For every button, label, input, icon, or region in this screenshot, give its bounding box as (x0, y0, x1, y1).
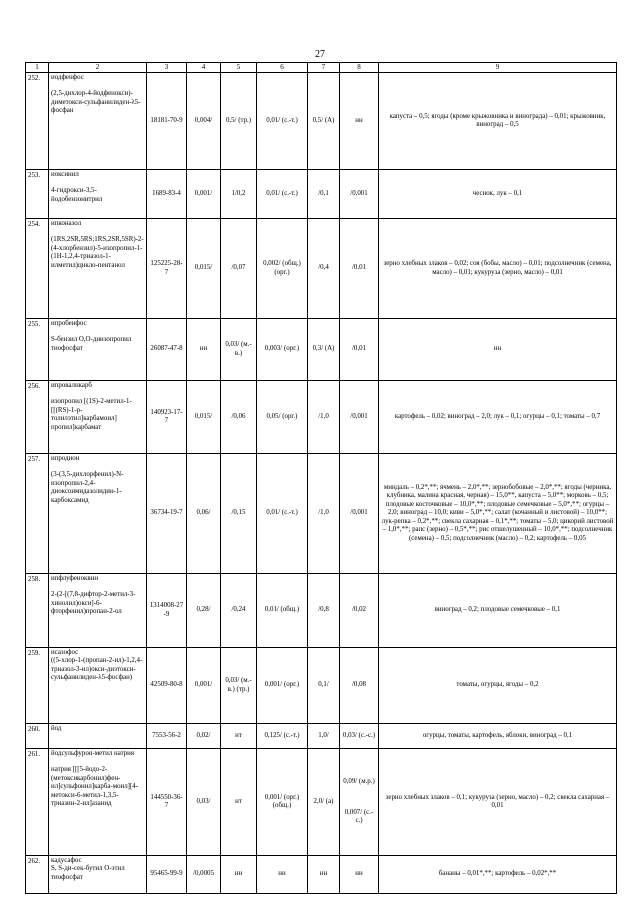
product-limits: нн (379, 319, 617, 381)
header-row (26, 63, 617, 73)
value-col7: нн (308, 856, 340, 894)
product-limits: виноград – 0,2; плодовые семечковые – 0,1 (379, 574, 617, 648)
column-header: 6 (257, 63, 308, 73)
chemical-name: изопропил [(1S)-2-метил-1-[[(RS)-1-p-толилэтил]карбамоил] пропил]карбамат (51, 398, 132, 431)
value-col6: 0,002/ (общ.) (орг.) (257, 219, 308, 319)
value-col6: 0,003/ (орг.) (257, 319, 308, 381)
substance-name: исазофос (51, 649, 79, 656)
substance-cell (49, 648, 147, 724)
value-col4: 0,015/ (187, 381, 221, 454)
value-col8: /0,001 (340, 170, 379, 219)
substance-cell (49, 219, 147, 319)
column-header: 3 (147, 63, 187, 73)
value-col7: /0,4 (308, 219, 340, 319)
value-col8-max: 0,09/ (м.р.) (343, 778, 375, 786)
value-col8: /0,001 (340, 454, 379, 574)
row-number: 254. (26, 219, 49, 319)
row-number: 257. (26, 454, 49, 574)
cas-number: 36734-19-7 (147, 454, 187, 574)
column-header: 8 (340, 63, 379, 73)
cas-number: 125225-28-7 (147, 219, 187, 319)
row-number: 253. (26, 170, 49, 219)
chemical-name: (2,5-дихлор-4-йодфенокси)-диметокси-сульфанилиден-λ5-фосфан (51, 90, 141, 115)
row-number: 261. (26, 749, 49, 856)
value-col6: 0,001/ (орг.) (общ.) (257, 749, 308, 856)
product-limits: капуста – 0,5; ягоды (кроме крыжовника и винограда) – 0,01; крыжовник, виноград – 0,5 (379, 73, 617, 170)
cas-number: 42509-80-8 (147, 648, 187, 724)
cas-number: 1314008-27-9 (147, 574, 187, 648)
column-header: 1 (26, 63, 49, 73)
page-number: 27 (315, 49, 325, 60)
cas-number: 95465-99-9 (147, 856, 187, 894)
table-row (26, 856, 617, 894)
row-number: 258. (26, 574, 49, 648)
substance-name: иоксинил (51, 171, 79, 178)
value-col5: 1/0,2 (221, 170, 257, 219)
value-col8: нн (340, 856, 379, 894)
row-number: 255. (26, 319, 49, 381)
value-col7: 0,3/ (А) (308, 319, 340, 381)
value-col5: /0,15 (221, 454, 257, 574)
column-header: 7 (308, 63, 340, 73)
row-number: 252. (26, 73, 49, 170)
table-row (26, 454, 617, 574)
value-col5: /0,07 (221, 219, 257, 319)
product-limits: чеснок, лук – 0,1 (379, 170, 617, 219)
cas-number: 140923-17-7 (147, 381, 187, 454)
column-header: 9 (379, 63, 617, 73)
table-row (26, 219, 617, 319)
value-col6: 0,01/ (с.-т.) (257, 170, 308, 219)
chemical-name: 2-(2-[(7,8-дифтор-2-метил-3-хинолил)окси]-6-фторфенил)пропан-2-ол (51, 591, 136, 616)
value-col5: нт (221, 749, 257, 856)
value-col5: 0,03/ (м.-в.) (тр.) (221, 648, 257, 724)
table-row (26, 749, 617, 856)
substance-cell (49, 381, 147, 454)
value-col4: 0,015/ (187, 219, 221, 319)
row-number: 262. (26, 856, 49, 894)
value-col4: 0,03/ (187, 749, 221, 856)
value-col7: 2,0/ (а) (308, 749, 340, 856)
value-col6: нн (257, 856, 308, 894)
cas-number: 1689-83-4 (147, 170, 187, 219)
product-limits: зерно хлебных злаков – 0,1; кукуруза (зерно, масло) – 0,2; свекла сахарная – 0,01 (379, 749, 617, 856)
substance-name: ипконазол (51, 220, 82, 227)
value-col4: 0,02/ (187, 724, 221, 749)
value-col7: 1,0/ (308, 724, 340, 749)
value-col8: 0,03/ (с.-с.) (340, 724, 379, 749)
value-col5: 0,03/ (м.-в.) (221, 319, 257, 381)
value-col6: 0,01/ (с.-т.) (257, 73, 308, 170)
value-col8: /0,08 (340, 648, 379, 724)
chemical-name: S, S-ди-сек-бутил O-этил тиофосфат (51, 865, 125, 881)
table-row (26, 724, 617, 749)
substance-name: йодсульфурон-метил натрия (51, 750, 134, 757)
substance-cell (49, 319, 147, 381)
value-col8-daily: 0,007/ (с.-с.) (344, 808, 374, 825)
value-col7: /1,0 (308, 454, 340, 574)
substance-cell (49, 170, 147, 219)
value-col7: /0,1 (308, 170, 340, 219)
value-col8: /0,001 (340, 381, 379, 454)
value-col8: /0,02 (340, 574, 379, 648)
value-col4: нн (187, 319, 221, 381)
table-row (26, 170, 617, 219)
substance-name: ипровалнкарб (51, 382, 92, 389)
chemical-name: 4-гидрокси-3,5-йодобензонитрил (51, 187, 103, 203)
cas-number: 7553-56-2 (147, 724, 187, 749)
value-col8: /0,01 (340, 319, 379, 381)
table-row (26, 73, 617, 170)
substance-cell (49, 749, 147, 856)
value-col8: нн (340, 73, 379, 170)
row-number: 256. (26, 381, 49, 454)
chemical-name: (3-(3,5-дихлорфенил)-N-изопропил-2,4-диоксоимидазолидин-1-карбоксамид (51, 471, 124, 504)
product-limits: миндаль – 0,2*,**; ячмень – 2,0*,**; зернобобовые – 2,0*,**; ягоды (черника, клубника, малина красная, черная) – 15,0**, капуста – 5,0**; морковь – 0,5; плодовые косточковые – 10,0*,**; плодовые семечковые – 5,0*,**; огурцы – 2,0; виноград – 10,0; киви – 5,0*,**; салат (кочанный и листовой) – 10,0**; лук-репка – 0,2*,**; свекла сахарная – 0,1*,**; томаты – 5,0; цикорий листовой – 1,0*,**; рапс (зерно) – 0,5*,**; рис отшелушенный – 10,0*,**; подсолнечник (семена) – 0,5; подсолнечник (масло) – 0,2; картофель – 0,05 (379, 454, 617, 574)
substance-name: йод (51, 725, 62, 732)
value-col6: 0,01/ (с.-т.) (257, 454, 308, 574)
value-col5: нт (221, 724, 257, 749)
value-col6: 0,001/ (орг.) (257, 648, 308, 724)
table-row (26, 574, 617, 648)
row-number: 259. (26, 648, 49, 724)
row-number: 260. (26, 724, 49, 749)
substance-cell (49, 454, 147, 574)
cas-number: 144550-36-7 (147, 749, 187, 856)
value-col4: 0,001/ (187, 170, 221, 219)
value-col7: /1,0 (308, 381, 340, 454)
value-col5: /0,06 (221, 381, 257, 454)
value-col4: /0,0005 (187, 856, 221, 894)
value-col4: 0,28/ (187, 574, 221, 648)
column-header: 5 (221, 63, 257, 73)
substance-name: ипродион (51, 455, 80, 462)
column-header: 4 (187, 63, 221, 73)
chemical-name: (1RS,2SR,5RS;1RS,2SR,5SR)-2-(4-хлорбензил)-5-изопропил-1-(1H-1,2,4-триазол-1-илметил)цикло-пентанол (51, 236, 144, 269)
value-col8: /0,01 (340, 219, 379, 319)
substance-name: ипробенфос (51, 320, 87, 327)
substance-name: иодфенфос (51, 74, 84, 81)
substance-cell (49, 574, 147, 648)
value-col4: 0,001/ (187, 648, 221, 724)
chemical-name: натрия [[[5-йодо-2-(метоксикарбонил)фен-ил]сульфонил]карба-моил][4-метокси-6-метил-1,3,5-триазин-2-ил]азанид (51, 766, 138, 808)
value-col7: /0,8 (308, 574, 340, 648)
substance-name: кадусафос (51, 857, 82, 864)
value-col8 (340, 749, 379, 856)
product-limits: картофель – 0,02; виноград – 2,0; лук – 0,1; огурцы – 0,1; томаты – 0,7 (379, 381, 617, 454)
value-col5: нн (221, 856, 257, 894)
product-limits: огурцы, томаты, картофель, яблоки, виноград – 0,1 (379, 724, 617, 749)
cas-number: 18181-70-9 (147, 73, 187, 170)
table-row (26, 381, 617, 454)
value-col5: /0,24 (221, 574, 257, 648)
value-col6: 0,125/ (с.-т.) (257, 724, 308, 749)
value-col6: 0,05/ (орг.) (257, 381, 308, 454)
substance-cell (49, 724, 147, 749)
value-col6: 0,01/ (общ.) (257, 574, 308, 648)
chemical-name: ((5-хлор-1-(пропан-2-ил)-1,2,4-триазол-3-ил)окси-диэтокси-сульфанилиден-λ5-фосфан) (51, 657, 143, 682)
column-header: 2 (49, 63, 147, 73)
product-limits: бананы – 0,01*,**; картофель – 0,02*,** (379, 856, 617, 894)
residue-limits-table (25, 62, 617, 894)
table-row (26, 319, 617, 381)
substance-cell (49, 73, 147, 170)
cas-number: 26087-47-8 (147, 319, 187, 381)
value-col4: 0,004/ (187, 73, 221, 170)
value-col5: 0,5/ (тр.) (221, 73, 257, 170)
substance-name: ипфлуфеноквин (51, 575, 99, 582)
chemical-name: S-бензил O,O-диизопропил тиофосфат (51, 336, 132, 352)
table-row (26, 648, 617, 724)
value-col7: 0,5/ (А) (308, 73, 340, 170)
product-limits: томаты, огурцы, ягоды – 0,2 (379, 648, 617, 724)
value-col7: 0,1/ (308, 648, 340, 724)
product-limits: зерно хлебных злаков – 0,02; соя (бобы, масло) – 0,01; подсолнечник (семена, масло) – 0,01; кукуруза (зерно, масло) – 0,01 (379, 219, 617, 319)
substance-cell (49, 856, 147, 894)
value-col4: 0,06/ (187, 454, 221, 574)
